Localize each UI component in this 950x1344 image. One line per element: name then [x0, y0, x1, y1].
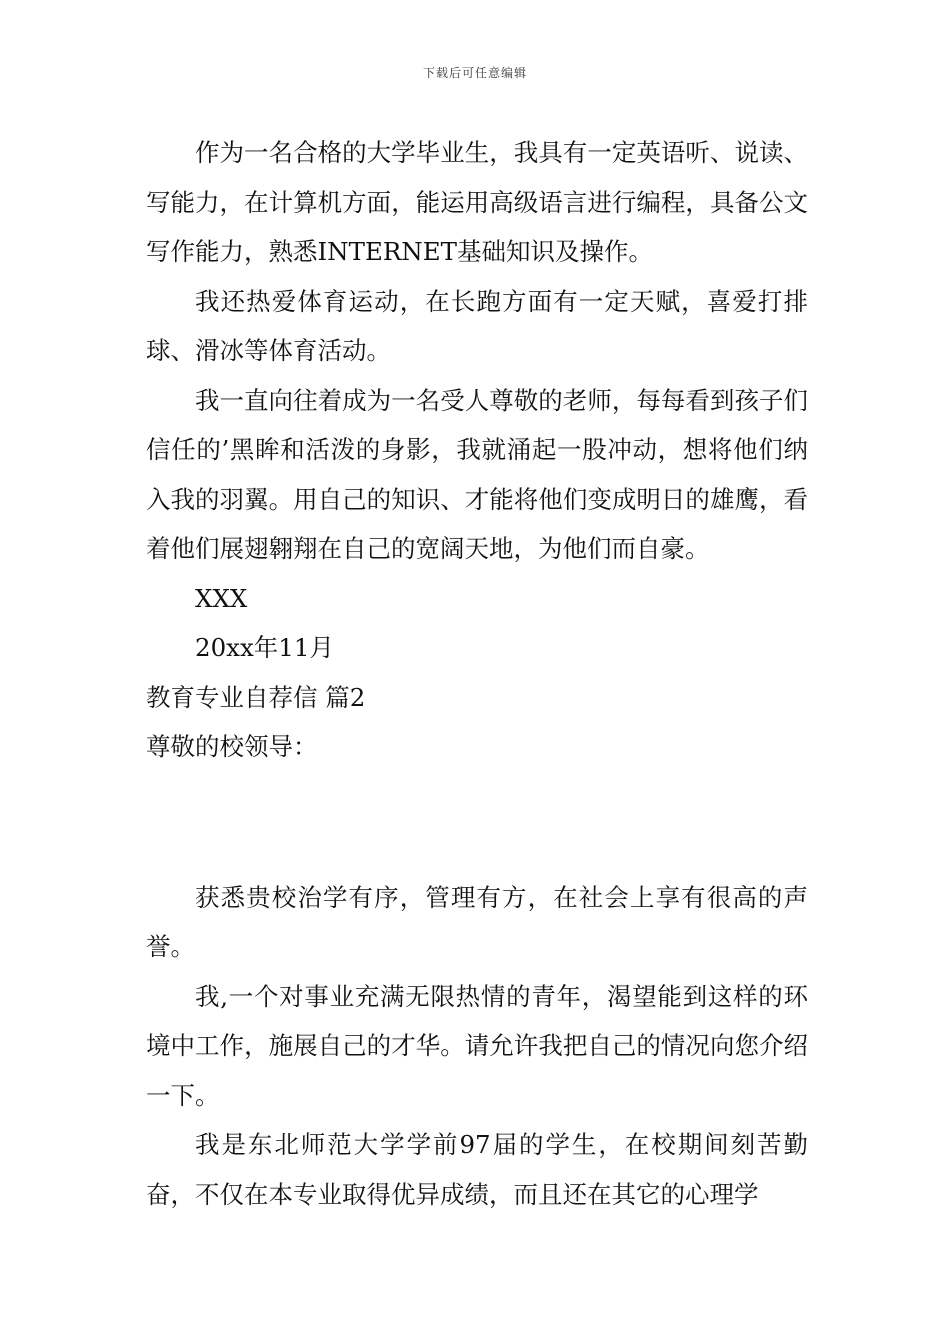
section-title: 教育专业自荐信 篇2	[146, 682, 366, 712]
salutation: 尊敬的校领导：	[146, 732, 318, 761]
paragraph-skills: 作为一名合格的大学毕业生，我具有一定英语听、说读、写能力，在计算机方面，能运用高级语言进行编程，具备公文写作能力，熟悉INTERNET基础知识及操作。	[146, 138, 808, 266]
signature-name: XXX	[195, 583, 248, 613]
page-header-note: 下载后可任意编辑	[422, 66, 527, 80]
paragraph-education: 我是东北师范大学学前97届的学生，在校期间刻苦勤奋，不仅在本专业取得优异成绩，而且还在其它的心理学	[146, 1130, 808, 1209]
signature-date: 20xx年11月	[195, 633, 334, 662]
paragraph-school-reputation: 获悉贵校治学有序，管理有方，在社会上享有很高的声誉。	[146, 882, 808, 961]
paragraph-hobbies: 我还热爱体育运动，在长跑方面有一定天赋，喜爱打排球、滑冰等体育活动。	[146, 286, 808, 365]
paragraph-aspiration: 我一直向往着成为一名受人尊敬的老师，每每看到孩子们信任的’黑眸和活泼的身影，我就涌起一股冲动，想将他们纳入我的羽翼。用自己的知识、才能将他们变成明日的雄鹰，看着他们展翅翱翔在自己的宽阔天地，为他们而自豪。	[146, 385, 808, 563]
document-body	[146, 128, 808, 1219]
paragraph-introduction: 我,一个对事业充满无限热情的青年，渴望能到这样的环境中工作，施展自己的才华。请允许我把自己的情况向您介绍一下。	[146, 981, 808, 1110]
blank-line	[146, 772, 808, 873]
